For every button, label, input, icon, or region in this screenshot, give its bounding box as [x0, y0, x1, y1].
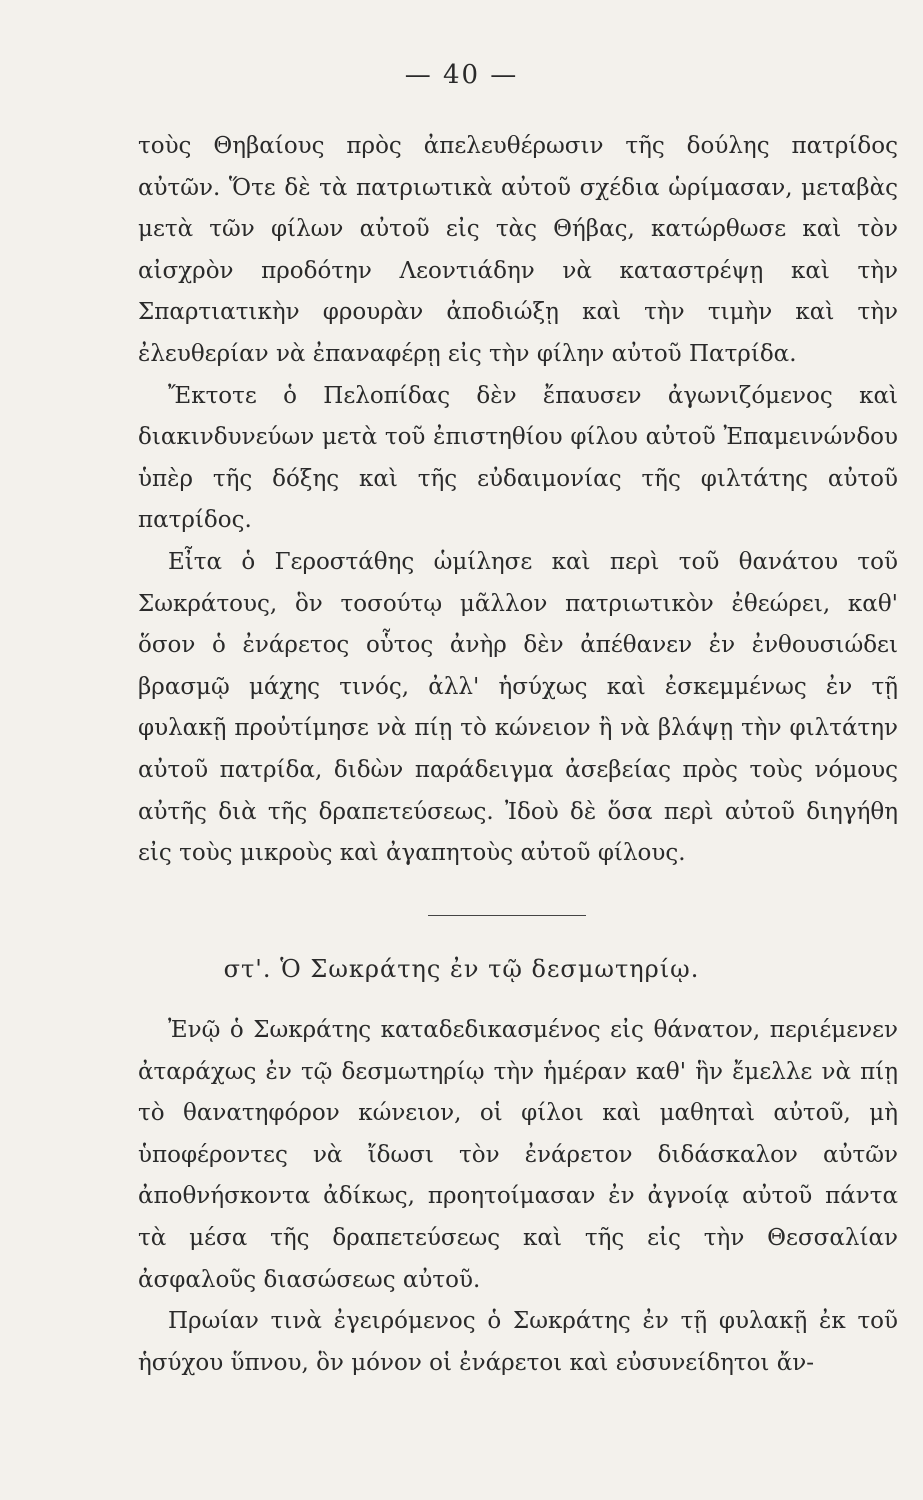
section-divider — [428, 915, 586, 916]
section-heading: στ'. Ὁ Σωκράτης ἐν τῷ δεσμωτηρίῳ. — [223, 955, 700, 983]
body-text-section-a — [138, 126, 898, 875]
body-text-section-b — [138, 1010, 898, 1384]
paragraph: τοὺς Θηβαίους πρὸς ἀπελευθέρωσιν τῆς δούλης πατρίδος αὐτῶν. Ὅτε δὲ τὰ πατριωτικὰ αὐτοῦ σχέδια ὡρίμασαν, μεταβὰς μετὰ τῶν φίλων αὐτοῦ εἰς τὰς Θήβας, κατώρθωσε καὶ τὸν αἰσχρὸν προδότην Λεοντιάδην νὰ καταστρέψῃ καὶ τὴν Σπαρτιατικὴν φρουρὰν ἀποδιώξῃ καὶ τὴν τιμὴν καὶ τὴν ἐλευθερίαν νὰ ἐπαναφέρῃ εἰς τὴν φίλην αὐτοῦ Πατρίδα. — [138, 133, 898, 367]
paragraph: Ἐνῷ ὁ Σωκράτης καταδεδικασμένος εἰς θάνατον, περιέμενεν ἀταράχως ἐν τῷ δεσμωτηρίῳ τὴν ἡμέραν καθ' ἣν ἔμελλε νὰ πίῃ τὸ θανατηφόρον κώνειον, οἱ φίλοι καὶ μαθηταὶ αὐτοῦ, μὴ ὑποφέροντες νὰ ἴδωσι τὸν ἐνάρετον διδάσκαλον αὐτῶν ἀποθνήσκοντα ἀδίκως, προητοίμασαν ἐν ἀγνοίᾳ αὐτοῦ πάντα τὰ μέσα τῆς δραπετεύσεως καὶ τῆς εἰς τὴν Θεσσαλίαν ἀσφαλοῦς διασώσεως αὐτοῦ. — [138, 1017, 898, 1293]
page-number: — 40 — — [404, 60, 519, 90]
paragraph: Πρωίαν τινὰ ἐγειρόμενος ὁ Σωκράτης ἐν τῇ φυλακῇ ἐκ τοῦ ἡσύχου ὕπνου, ὃν μόνον οἱ ἐνάρετοι καὶ εὐσυνείδητοι ἄν- — [138, 1308, 898, 1376]
paragraph: Εἶτα ὁ Γεροστάθης ὡμίλησε καὶ περὶ τοῦ θανάτου τοῦ Σωκράτους, ὃν τοσούτῳ μᾶλλον πατριωτικὸν ἐθεώρει, καθ' ὅσον ὁ ἐνάρετος οὗτος ἀνὴρ δὲν ἀπέθανεν ἐν ἐνθουσιώδει βρασμῷ μάχης τινός, ἀλλ' ἡσύχως καὶ ἐσκεμμένως ἐν τῇ φυλακῇ προὐτίμησε νὰ πίῃ τὸ κώνειον ἢ νὰ βλάψῃ τὴν φιλτάτην αὐτοῦ πατρίδα, διδὼν παράδειγμα ἀσεβείας πρὸς τοὺς νόμους αὐτῆς διὰ τῆς δραπετεύσεως. Ἰδοὺ δὲ ὅσα περὶ αὐτοῦ διηγήθη εἰς τοὺς μικροὺς καὶ ἀγαπητοὺς αὐτοῦ φίλους. — [138, 548, 898, 867]
paragraph: Ἔκτοτε ὁ Πελοπίδας δὲν ἔπαυσεν ἀγωνιζόμενος καὶ διακινδυνεύων μετὰ τοῦ ἐπιστηθίου φίλου αὐτοῦ Ἐπαμεινώνδου ὑπὲρ τῆς δόξης καὶ τῆς εὐδαιμονίας τῆς φιλτάτης αὐτοῦ πατρίδος. — [138, 382, 898, 534]
